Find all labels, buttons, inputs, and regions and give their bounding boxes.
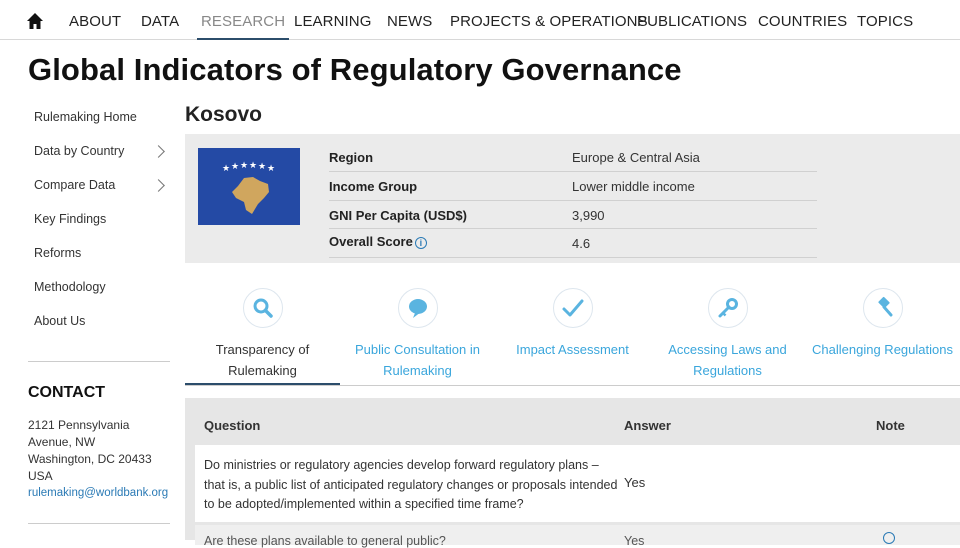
speech-bubble-icon	[407, 297, 429, 319]
overall-score-value: 4.6	[572, 236, 591, 251]
contact-email-link[interactable]: rulemaking@worldbank.org	[28, 487, 169, 499]
sidebar-item-key-findings[interactable]: Key Findings	[34, 212, 107, 226]
questions-table	[185, 398, 960, 548]
tab-label: Accessing Laws and Regulations	[668, 342, 787, 378]
tab-label: Transparency of Rulemaking	[215, 342, 310, 378]
svg-text:★: ★	[240, 161, 249, 171]
column-header-answer: Answer	[624, 418, 671, 433]
overall-score-label	[329, 234, 427, 249]
home-icon[interactable]	[26, 12, 44, 30]
gni-per-capita-value: 3,990	[572, 208, 605, 223]
svg-text:★: ★	[267, 164, 276, 174]
income-group-value: Lower middle income	[572, 179, 695, 194]
tab-icon-circle	[398, 288, 438, 328]
contact-address-line: Washington, DC 20433	[28, 452, 152, 466]
sidebar-item-rulemaking-home[interactable]: Rulemaking Home	[34, 110, 137, 124]
svg-text:★: ★	[258, 162, 267, 172]
country-info-panel	[185, 134, 960, 263]
contact-address-line: 2121 Pennsylvania	[28, 418, 130, 432]
chevron-right-icon[interactable]	[152, 145, 165, 158]
income-group-label: Income Group	[329, 179, 418, 194]
nav-countries[interactable]: COUNTRIES	[758, 13, 848, 30]
nav-research[interactable]: RESEARCH	[201, 13, 286, 30]
tab-icon-circle	[553, 288, 593, 328]
answer-cell: Yes	[624, 534, 645, 548]
table-row	[195, 525, 960, 548]
top-navigation	[0, 0, 960, 40]
divider	[329, 228, 817, 229]
question-cell: Are these plans available to general public?	[204, 534, 446, 548]
column-header-note: Note	[876, 418, 905, 433]
nav-data[interactable]: DATA	[141, 13, 180, 30]
region-label: Region	[329, 150, 374, 165]
tab-transparency-of-rulemaking[interactable]	[185, 288, 340, 386]
tab-label: Public Consultation in Rulemaking	[354, 342, 481, 378]
divider	[329, 171, 817, 172]
contact-address-line: Avenue, NW	[28, 435, 96, 449]
nav-projects-operations[interactable]: PROJECTS & OPERATIONS	[450, 13, 648, 30]
svg-text:★: ★	[231, 162, 240, 172]
nav-topics[interactable]: TOPICS	[857, 13, 914, 30]
gni-per-capita-label: GNI Per Capita (USD$)	[329, 208, 467, 223]
answer-cell: Yes	[624, 475, 646, 490]
divider	[329, 257, 817, 258]
question-cell: Do ministries or regulatory agencies develop forward regulatory plans – that is, a public list of anticipated regulatory changes or proposals intended to be adopted/implemented within a specified time frame?	[204, 458, 618, 511]
divider	[28, 523, 170, 524]
magnifier-icon	[252, 297, 274, 319]
tab-icon-circle	[243, 288, 283, 328]
chevron-right-icon[interactable]	[152, 179, 165, 192]
overall-score-text: Overall Score	[329, 234, 413, 249]
tab-icon-circle	[863, 288, 903, 328]
checkmark-icon	[562, 297, 584, 319]
nav-publications[interactable]: PUBLICATIONS	[637, 13, 748, 30]
nav-learning[interactable]: LEARNING	[294, 13, 372, 30]
sidebar-item-compare-data[interactable]: Compare Data	[34, 178, 116, 192]
tab-label: Challenging Regulations	[812, 342, 953, 357]
page-title: Global Indicators of Regulatory Governance	[28, 52, 682, 87]
column-header-question: Question	[204, 418, 261, 433]
nav-news[interactable]: NEWS	[387, 13, 433, 30]
divider	[329, 200, 817, 201]
sidebar-item-about-us[interactable]: About Us	[34, 314, 86, 328]
contact-heading: CONTACT	[28, 384, 106, 401]
svg-text:★: ★	[222, 164, 231, 174]
contact-address-line: USA	[28, 469, 53, 483]
tab-impact-assessment[interactable]	[495, 288, 650, 386]
tab-challenging-regulations[interactable]	[805, 288, 960, 386]
tab-label: Impact Assessment	[516, 342, 629, 357]
info-icon[interactable]: i	[415, 237, 427, 249]
region-value: Europe & Central Asia	[572, 150, 700, 165]
table-row	[195, 445, 960, 522]
divider	[28, 361, 170, 362]
key-icon	[717, 297, 739, 319]
sidebar-item-reforms[interactable]: Reforms	[34, 246, 82, 260]
divider	[185, 385, 960, 386]
nav-about[interactable]: ABOUT	[69, 13, 122, 30]
tab-public-consultation[interactable]	[340, 288, 495, 386]
kosovo-flag	[198, 148, 300, 225]
sidebar-item-methodology[interactable]: Methodology	[34, 280, 106, 294]
info-icon[interactable]	[883, 532, 895, 544]
gavel-icon	[872, 297, 894, 319]
tab-accessing-laws[interactable]	[650, 288, 805, 386]
sidebar-item-data-by-country[interactable]: Data by Country	[34, 144, 125, 158]
country-name: Kosovo	[185, 103, 263, 126]
svg-text:★: ★	[249, 161, 258, 171]
tab-icon-circle	[708, 288, 748, 328]
